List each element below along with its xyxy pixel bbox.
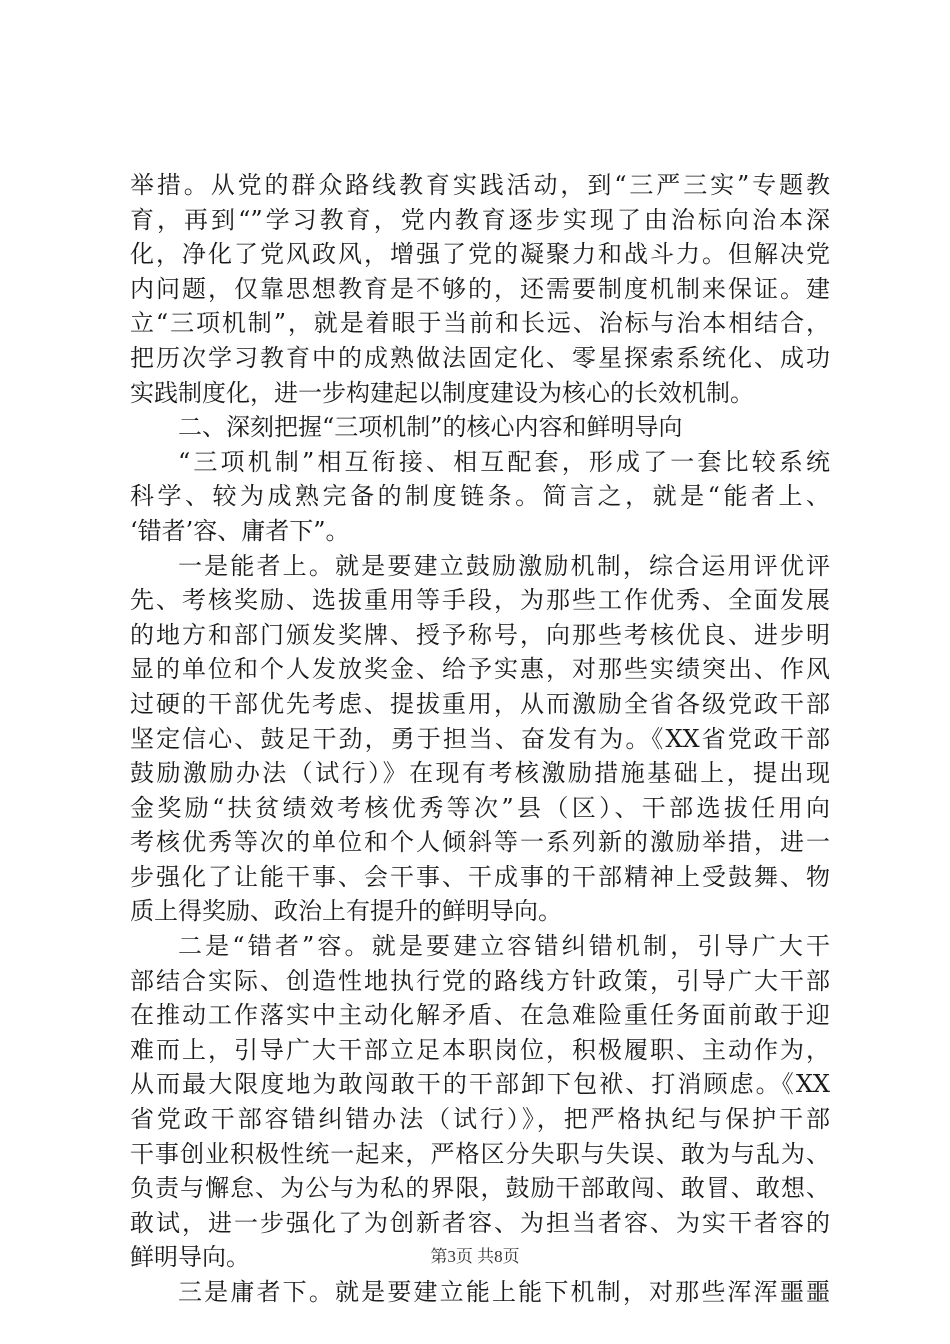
text-line: 步强化了让能干事、会干事、干成事的干部精神上受鼓舞、物	[130, 862, 830, 891]
text-line: 过硬的干部优先考虑、提拔重用，从而激励全省各级党政干部	[130, 689, 830, 718]
text-line: ‘错者’容、庸者下”。	[130, 516, 350, 545]
text-line: 考核优秀等次的单位和个人倾斜等一系列新的激励举措，进一	[130, 828, 830, 857]
text-line: 敢试，进一步强化了为创新者容、为担当者容、为实干者容的	[130, 1208, 830, 1237]
text-line: 二、深刻把握“三项机制”的核心内容和鲜明导向	[178, 413, 683, 442]
text-line: 二是“错者”容。就是要建立容错纠错机制，引导广大干	[178, 932, 830, 961]
text-line: 干事创业积极性统一起来，严格区分失职与失误、敢为与乱为、	[130, 1139, 830, 1168]
text-line: 部结合实际、创造性地执行党的路线方针政策，引导广大干部	[130, 966, 830, 995]
text-line: 质上得奖励、政治上有提升的鲜明导向。	[130, 897, 562, 926]
text-line: 实践制度化，进一步构建起以制度建设为核心的长效机制。	[130, 378, 754, 407]
text-line: 金奖励“扶贫绩效考核优秀等次”县（区）、干部选拔任用向	[130, 793, 830, 822]
text-line: 省党政干部容错纠错办法（试行）》，把严格执纪与保护干部	[130, 1105, 830, 1134]
text-line: 科学、较为成熟完备的制度链条。简言之，就是“能者上、	[130, 482, 830, 511]
text-line: “三项机制”相互衔接、相互配套，形成了一套比较系统	[178, 447, 830, 476]
text-line: 坚定信心、鼓足干劲，勇于担当、奋发有为。《XX省党政干部	[130, 724, 830, 753]
text-line: 负责与懈怠、为公与为私的界限，鼓励干部敢闯、敢冒、敢想、	[130, 1174, 830, 1203]
text-line: 的地方和部门颁发奖牌、授予称号，向那些考核优良、进步明	[130, 620, 830, 649]
text-line: 举措。从党的群众路线教育实践活动，到“三严三实”专题教	[130, 171, 830, 199]
text-line: 一是能者上。就是要建立鼓励激励机制，综合运用评优评	[178, 551, 830, 580]
text-line: 从而最大限度地为敢闯敢干的干部卸下包袱、打消顾虑。《XX	[130, 1070, 830, 1099]
text-line: 把历次学习教育中的成熟做法固定化、零星探索系统化、成功	[130, 343, 830, 372]
text-line: 育，再到“”学习教育，党内教育逐步实现了由治标向治本深	[130, 205, 830, 234]
text-line: 难而上，引导广大干部立足本职岗位，积极履职、主动作为，	[130, 1035, 830, 1064]
text-line: 鲜明导向。	[130, 1243, 250, 1272]
text-line: 化，净化了党风政风，增强了党的凝聚力和战斗力。但解决党	[130, 240, 830, 269]
text-line: 鼓励激励办法（试行）》在现有考核激励措施基础上，提出现	[130, 759, 830, 788]
document-body	[130, 168, 830, 1310]
text-line: 立“三项机制”，就是着眼于当前和长远、治标与治本相结合，	[130, 309, 830, 338]
text-line: 在推动工作落实中主动化解矛盾、在急难险重任务面前敢于迎	[130, 1001, 830, 1030]
text-line: 三是庸者下。就是要建立能上能下机制，对那些浑浑噩噩	[178, 1278, 830, 1306]
page-footer: 第3页 共8页	[430, 1247, 520, 1266]
text-line: 内问题，仅靠思想教育是不够的，还需要制度机制来保证。建	[130, 274, 830, 303]
text-line: 显的单位和个人发放奖金、给予实惠，对那些实绩突出、作风	[130, 655, 830, 684]
text-line: 先、考核奖励、选拔重用等手段，为那些工作优秀、全面发展	[130, 586, 830, 615]
